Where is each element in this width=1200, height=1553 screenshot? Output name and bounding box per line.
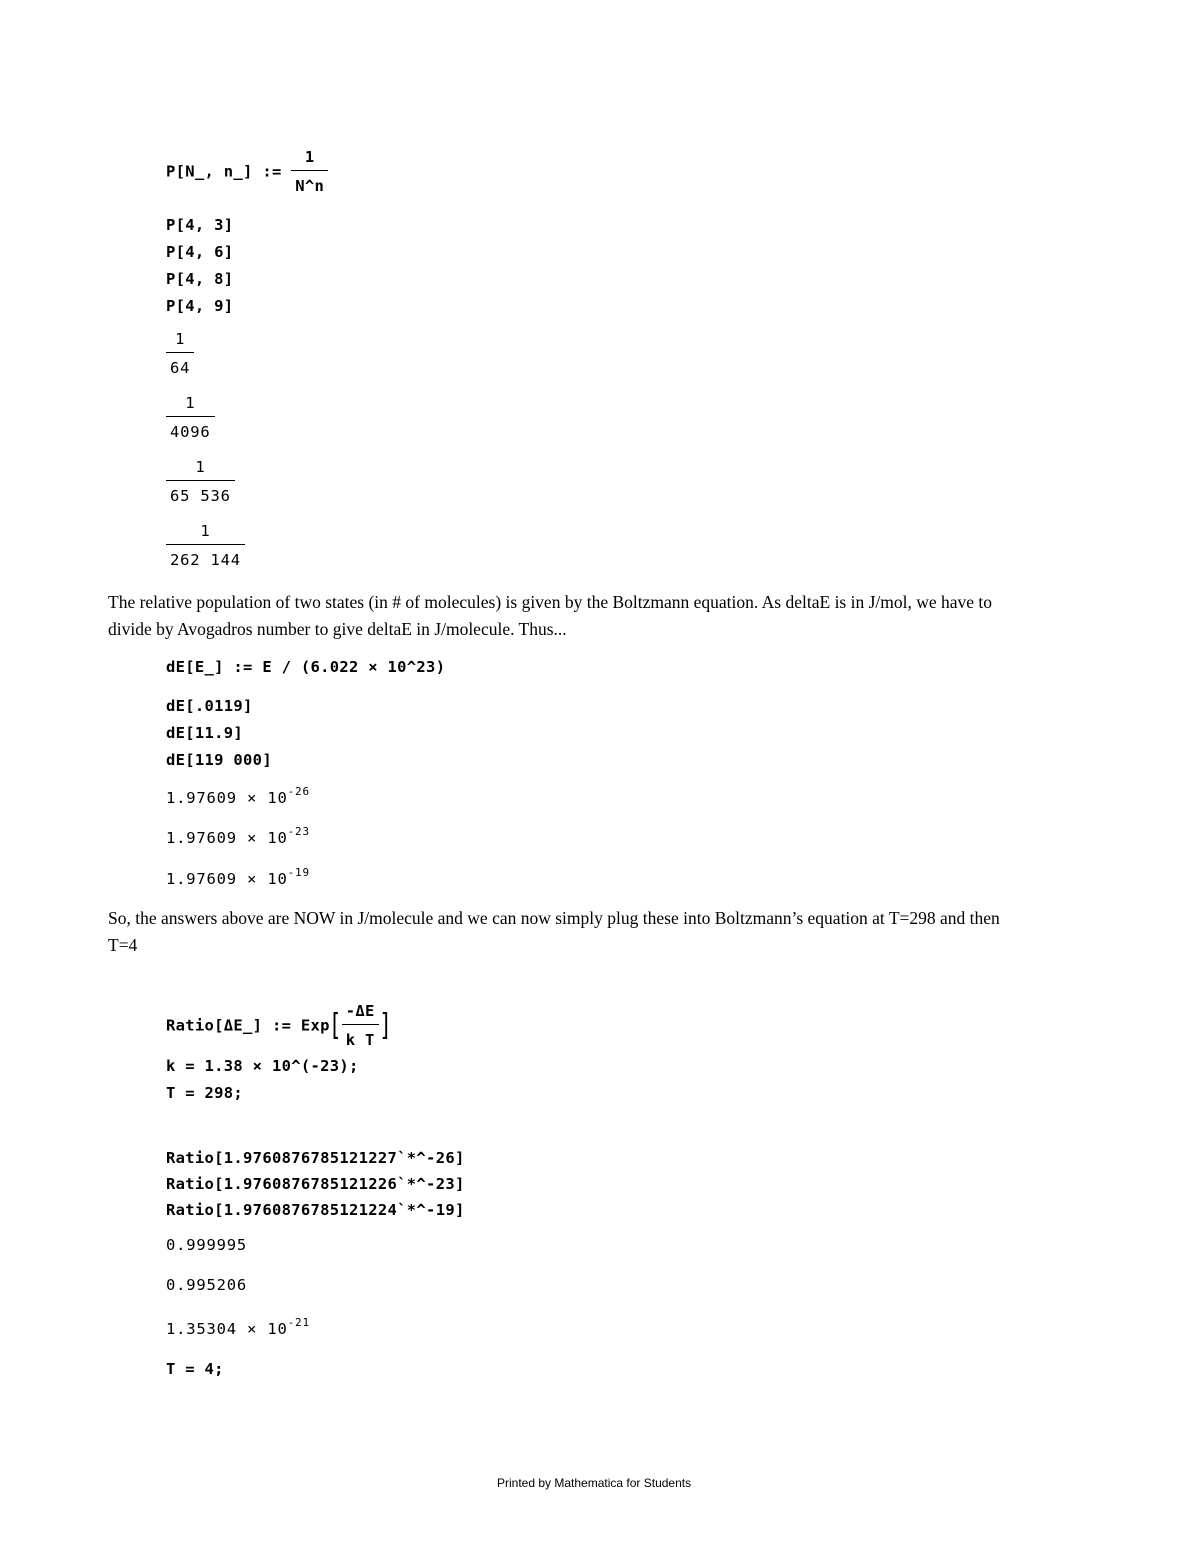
p-output-1 [166, 330, 194, 377]
de-input-2: dE[11.9] [166, 724, 244, 742]
right-bracket: ] [380, 1007, 389, 1043]
de-output-1 [166, 787, 310, 807]
p-output-4 [166, 522, 245, 569]
def-ratio-fraction [342, 1002, 379, 1049]
ratio-input-1: Ratio[1.9760876785121227`*^-26] [166, 1149, 465, 1167]
p-output-1-den: 64 [170, 359, 191, 377]
p-output-2 [166, 394, 215, 441]
ratio-output-2: 0.995206 [166, 1276, 248, 1294]
paragraph-1-line-1: The relative population of two states (in # of molecules) is given by the Boltzmann equation. As deltaE is in J/mol, we have to [108, 592, 993, 612]
de-output-1-mantissa: 1.97609 × 10 [166, 789, 288, 808]
p-output-4-den: 262 144 [170, 551, 241, 569]
paragraph-1-line-2: divide by Avogadros number to give deltaE in J/molecule. Thus... [108, 619, 567, 639]
de-output-2 [166, 827, 310, 847]
p-input-2: P[4, 6] [166, 243, 234, 261]
footer-printed-by: Printed by Mathematica for Students [497, 1476, 692, 1490]
p-input-3: P[4, 8] [166, 270, 234, 288]
de-input-1: dE[.0119] [166, 697, 253, 715]
paragraph-2-line-2: T=4 [108, 935, 138, 955]
def-p-num: 1 [304, 148, 315, 166]
de-output-1-exp: -26 [287, 785, 310, 798]
de-output-2-exp: -23 [287, 825, 310, 838]
p-output-3 [166, 458, 235, 505]
def-p-lhs: P[N_, n_] := [166, 162, 282, 181]
p-output-1-num: 1 [175, 330, 186, 348]
def-ratio-num: -ΔE [345, 1002, 375, 1020]
p-output-2-num: 1 [185, 394, 196, 412]
p-input-1: P[4, 3] [166, 216, 234, 234]
de-output-3-mantissa: 1.97609 × 10 [166, 870, 288, 889]
de-output-3-exp: -19 [287, 866, 310, 879]
def-ratio-lhs: Ratio[ΔE_] := Exp [166, 1016, 330, 1035]
def-ratio-den: k T [345, 1031, 375, 1049]
p-output-3-den: 65 536 [170, 487, 231, 505]
left-bracket: [ [331, 1007, 340, 1043]
ratio-output-3 [166, 1318, 310, 1338]
ratio-input-2: Ratio[1.9760876785121226`*^-23] [166, 1175, 465, 1193]
p-input-4: P[4, 9] [166, 297, 234, 315]
de-output-2-mantissa: 1.97609 × 10 [166, 829, 288, 848]
ratio-input-3: Ratio[1.9760876785121224`*^-19] [166, 1201, 465, 1219]
def-p-den: N^n [295, 177, 325, 195]
ratio-output-3-exp: -21 [287, 1316, 310, 1329]
t-definition: T = 298; [166, 1084, 244, 1102]
p-output-3-num: 1 [195, 458, 206, 476]
def-p-fraction [291, 148, 328, 195]
t-definition-2: T = 4; [166, 1360, 224, 1378]
def-de: dE[E_] := E / (6.022 × 10^23) [166, 658, 446, 676]
p-output-2-den: 4096 [170, 423, 211, 441]
de-input-3: dE[119 000] [166, 751, 272, 769]
ratio-output-1: 0.999995 [166, 1236, 248, 1254]
p-output-4-num: 1 [200, 522, 211, 540]
ratio-output-3-mantissa: 1.35304 × 10 [166, 1320, 288, 1339]
k-definition: k = 1.38 × 10^(-23); [166, 1057, 359, 1075]
def-ratio [166, 1002, 391, 1049]
paragraph-2-line-1: So, the answers above are NOW in J/molecule and we can now simply plug these into Boltzmann’s equation at T=298 and then [108, 908, 1000, 928]
def-p [166, 148, 328, 195]
de-output-3 [166, 868, 310, 888]
